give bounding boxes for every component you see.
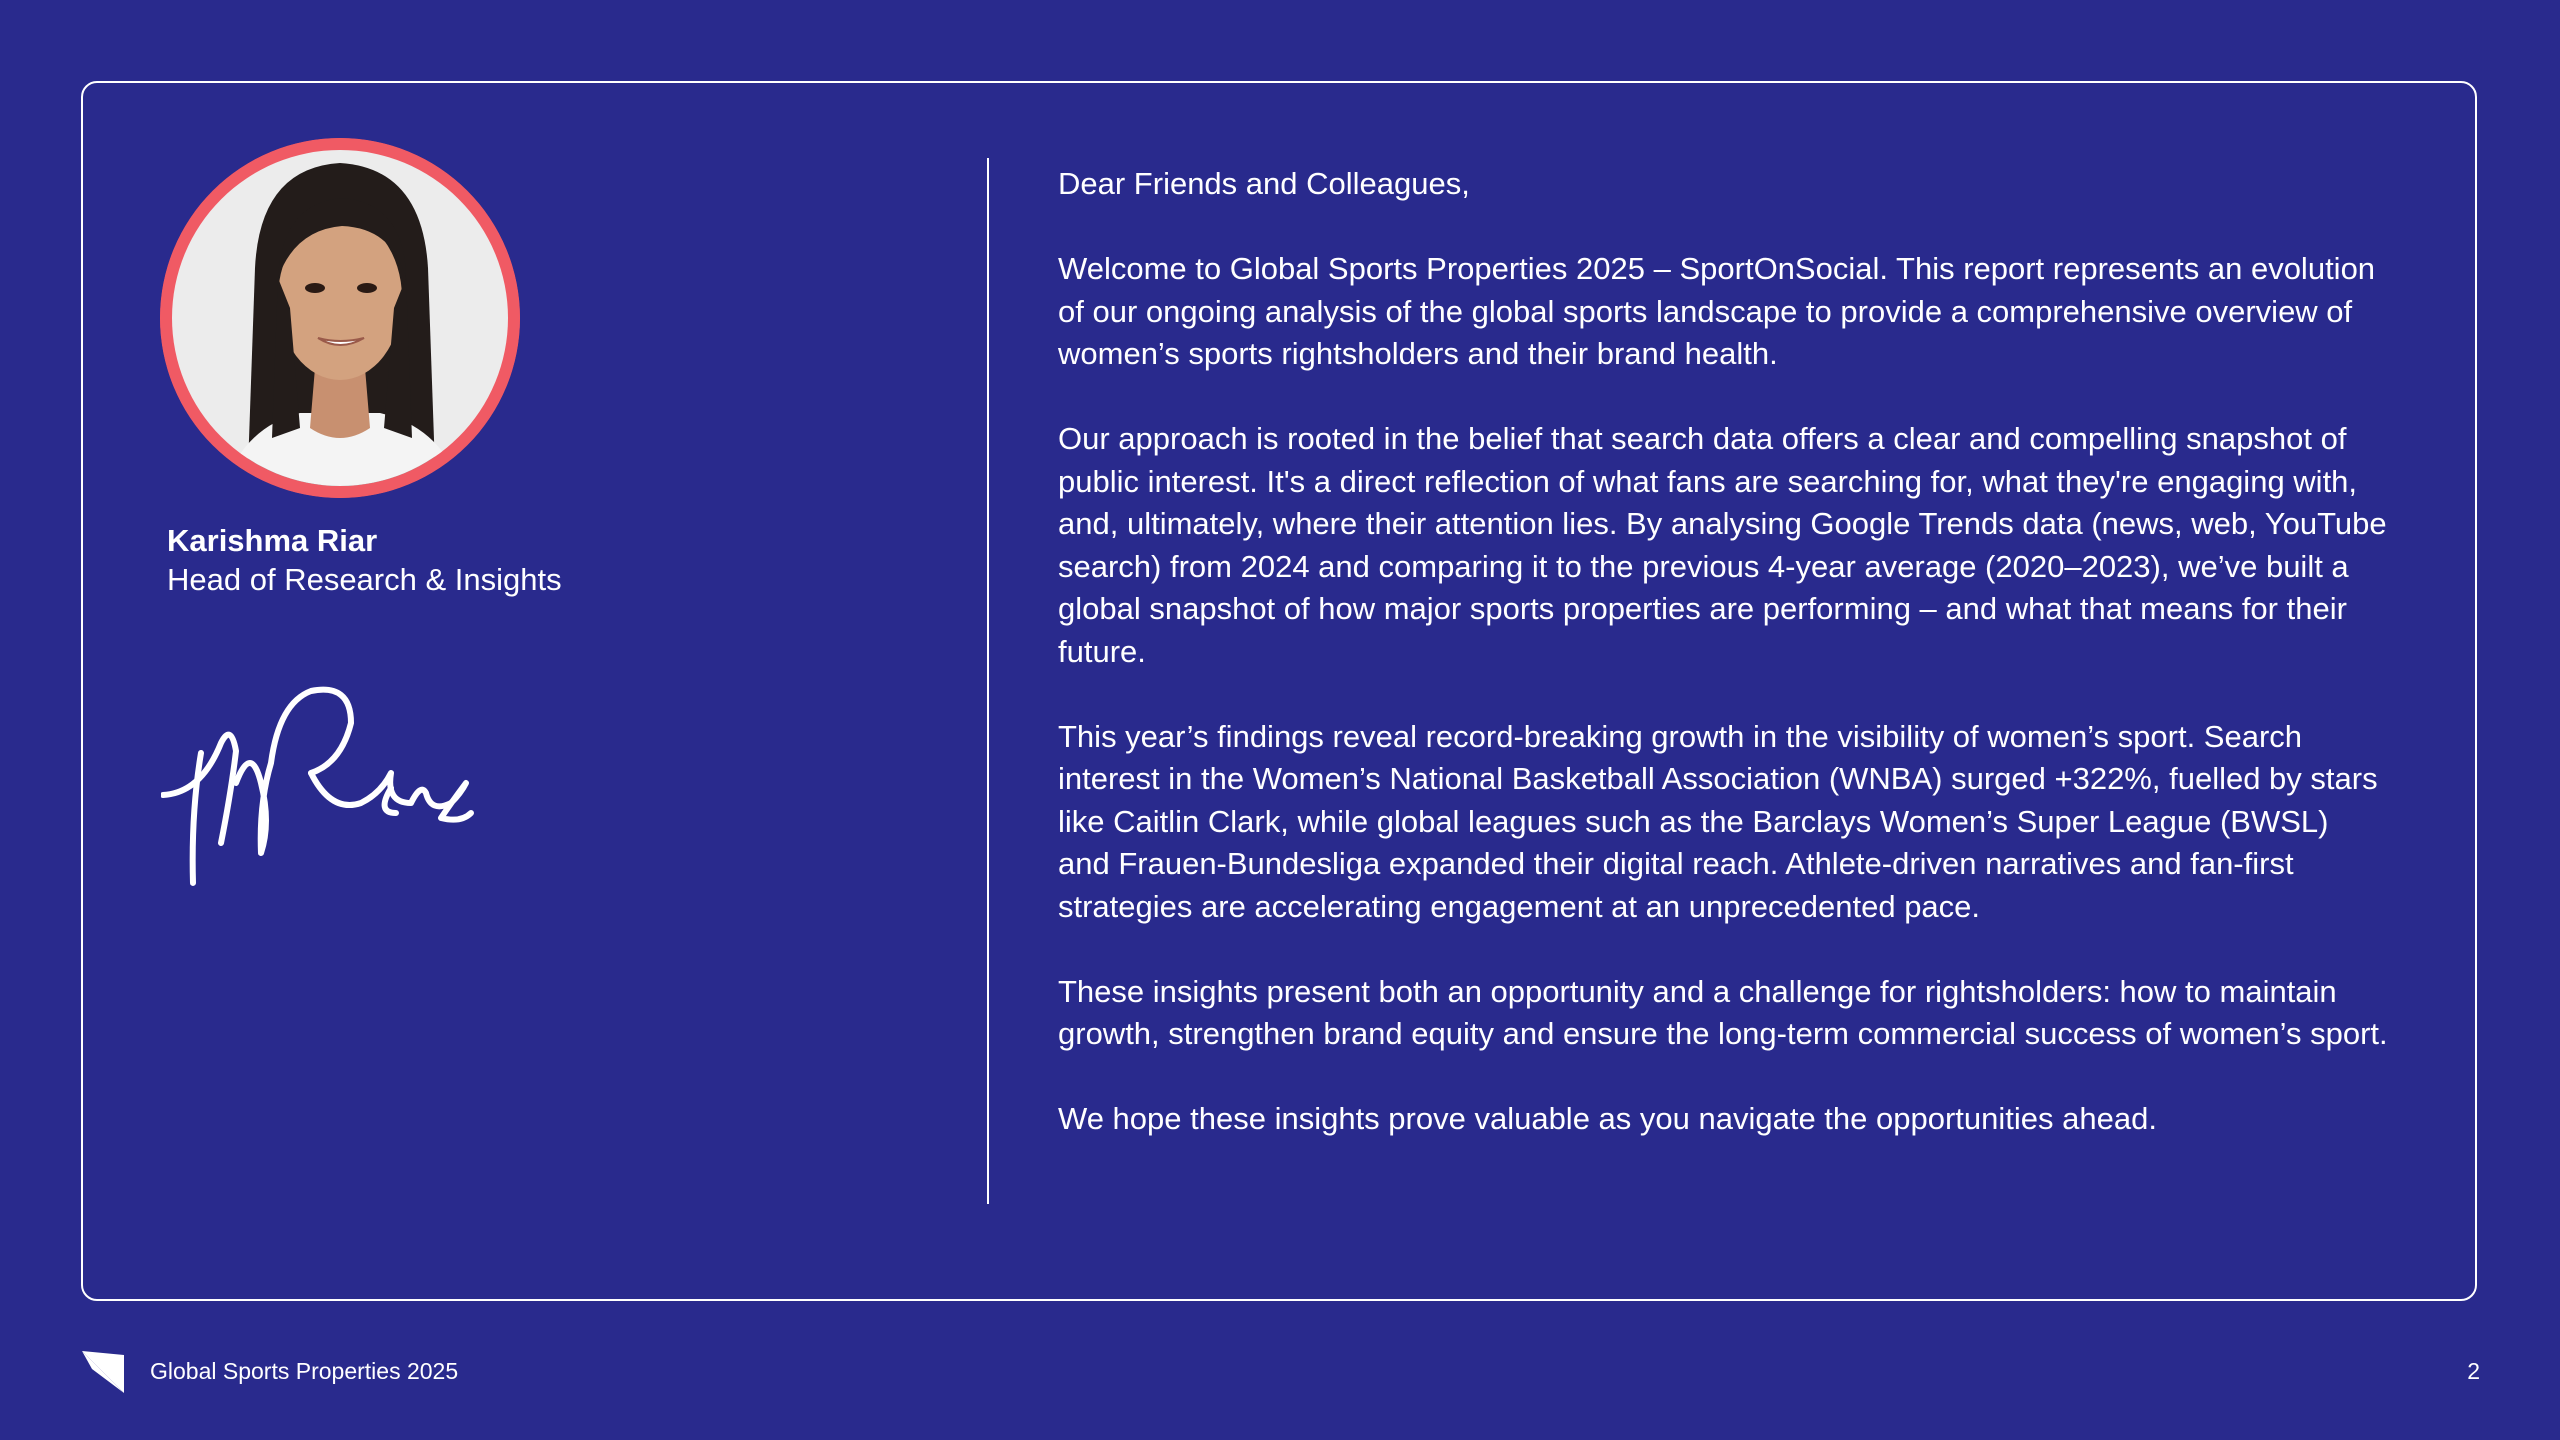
author-portrait [160, 138, 520, 498]
brand-flag-icon [82, 1351, 124, 1393]
signature-icon [161, 643, 521, 903]
letter-paragraph: This year’s findings reveal record-breaking growth in the visibility of women’s sport. Search interest in the Women’s National Basketball Association (WNBA) surged +322%, fuelled by stars like Caitlin Clark, while global leagues such as the Barclays Women’s Super League (BWSL) and Frauen-Bundesliga expanded their digital reach. Athlete-driven narratives and fan-first strategies are accelerating engagement at an unprecedented pace. [1058, 718, 2378, 924]
author-panel [83, 83, 983, 1299]
footer-title: Global Sports Properties 2025 [150, 1358, 459, 1384]
letter-paragraph: We hope these insights prove valuable as you navigate the opportunities ahead. [1058, 1101, 2157, 1136]
letter-paragraph: Welcome to Global Sports Properties 2025 – SportOnSocial. This report represents an evolution of our ongoing analysis of the global sports landscape to provide a comprehensive overview of women’s sports rightsholders and their brand health. [1058, 251, 2376, 371]
author-name: Karishma Riar [167, 523, 378, 558]
column-divider [987, 158, 989, 1204]
letter-card [81, 81, 2477, 1301]
page-number: 2 [2467, 1358, 2480, 1384]
portrait-photo-icon [160, 138, 520, 498]
author-role: Head of Research & Insights [167, 562, 562, 597]
letter-paragraph: These insights present both an opportunity and a challenge for rightsholders: how to maintain growth, strengthen brand equity and ensure the long-term commercial success of women’s sport. [1058, 973, 2388, 1051]
letter-greeting: Dear Friends and Colleagues, [1058, 166, 1470, 201]
letter-body [1058, 163, 2388, 1183]
letter-paragraph: Our approach is rooted in the belief that search data offers a clear and compelling snapshot of public interest. It's a direct reflection of what fans are searching for, what they're engaging with, and, ultimately, where their attention lies. By analysing Google Trends data (news, web, YouTube search) from 2024 and comparing it to the previous 4-year average (2020–2023), we’ve built a global snapshot of how major sports properties are performing – and what that means for their future. [1058, 421, 2387, 669]
